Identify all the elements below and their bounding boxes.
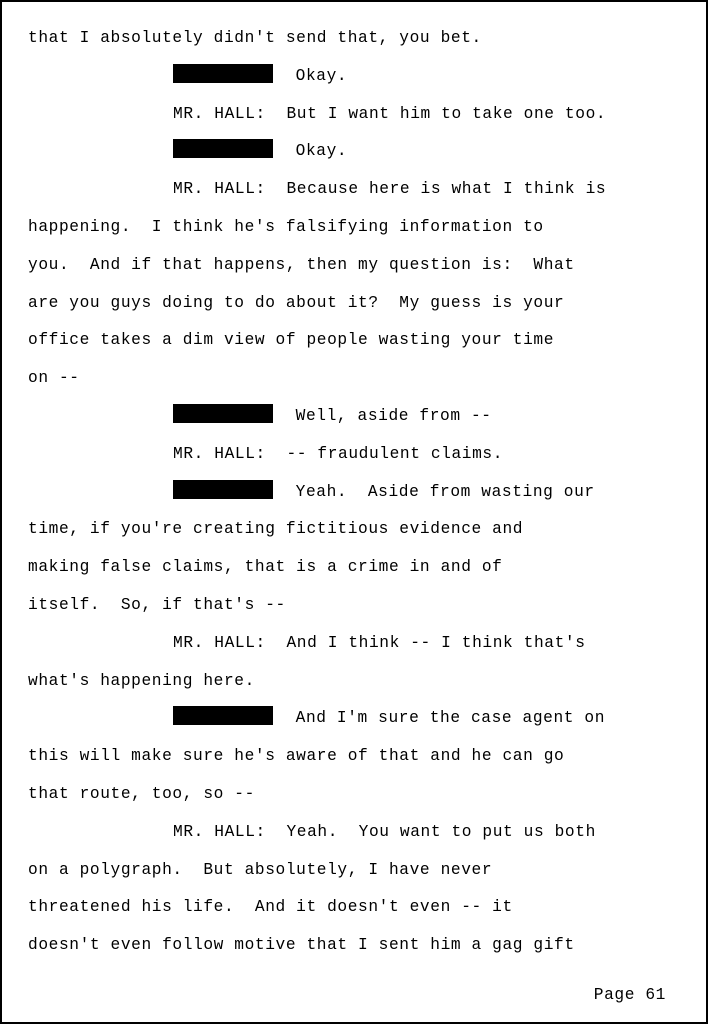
transcript-line <box>28 776 680 814</box>
redaction-bar <box>173 480 273 499</box>
transcript-line <box>28 738 680 776</box>
line-text: on a polygraph. But absolutely, I have never <box>28 860 493 879</box>
speaker-line-text: MR. HALL: -- fraudulent claims. <box>173 444 504 463</box>
transcript-line <box>28 852 680 890</box>
redacted-line-text: Okay. <box>275 142 348 161</box>
transcript-line <box>28 247 680 285</box>
line-text: that route, too, so -- <box>28 784 255 803</box>
line-text: this will make sure he's aware of that and he can go <box>28 747 565 766</box>
transcript-line <box>28 20 680 58</box>
transcript-line <box>28 171 680 209</box>
line-text: what's happening here. <box>28 671 255 690</box>
line-text: office takes a dim view of people wasting your time <box>28 331 555 350</box>
speaker-line-text: MR. HALL: Because here is what I think is <box>173 180 607 199</box>
line-text: itself. So, if that's -- <box>28 595 286 614</box>
redaction-bar <box>173 64 273 83</box>
speaker-line-text: MR. HALL: And I think -- I think that's <box>173 633 586 652</box>
transcript-line <box>28 625 680 663</box>
transcript-line <box>28 285 680 323</box>
transcript-line <box>28 814 680 852</box>
transcript-line <box>28 889 680 927</box>
transcript-line <box>28 360 680 398</box>
line-text: are you guys doing to do about it? My guess is your <box>28 293 565 312</box>
redaction-bar <box>173 404 273 423</box>
redacted-line-text: And I'm sure the case agent on <box>275 709 606 728</box>
line-text: making false claims, that is a crime in and of <box>28 558 503 577</box>
transcript-body <box>28 20 680 965</box>
redaction-bar <box>173 706 273 725</box>
redaction-bar <box>173 139 273 158</box>
line-text: threatened his life. And it doesn't even -- it <box>28 898 513 917</box>
page-number: Page 61 <box>593 986 666 1004</box>
transcript-line <box>28 587 680 625</box>
transcript-line <box>28 474 680 512</box>
line-text: doesn't even follow motive that I sent him a gag gift <box>28 936 575 955</box>
speaker-line-text: MR. HALL: Yeah. You want to put us both <box>173 822 596 841</box>
transcript-line <box>28 133 680 171</box>
line-text: on -- <box>28 369 80 388</box>
redacted-line-text: Yeah. Aside from wasting our <box>275 482 595 501</box>
redacted-line-text: Well, aside from -- <box>275 406 492 425</box>
transcript-line <box>28 549 680 587</box>
transcript-line <box>28 436 680 474</box>
transcript-line <box>28 663 680 701</box>
transcript-line <box>28 58 680 96</box>
transcript-line <box>28 322 680 360</box>
speaker-line-text: MR. HALL: But I want him to take one too. <box>173 104 607 123</box>
line-text: happening. I think he's falsifying information to <box>28 217 544 236</box>
line-text: you. And if that happens, then my question is: What <box>28 255 575 274</box>
transcript-line <box>28 511 680 549</box>
line-text: that I absolutely didn't send that, you bet. <box>28 29 482 47</box>
transcript-line <box>28 927 680 965</box>
transcript-line <box>28 700 680 738</box>
transcript-line <box>28 209 680 247</box>
transcript-line <box>28 398 680 436</box>
transcript-line <box>28 96 680 134</box>
line-text: time, if you're creating fictitious evidence and <box>28 520 524 539</box>
redacted-line-text: Okay. <box>275 66 348 85</box>
